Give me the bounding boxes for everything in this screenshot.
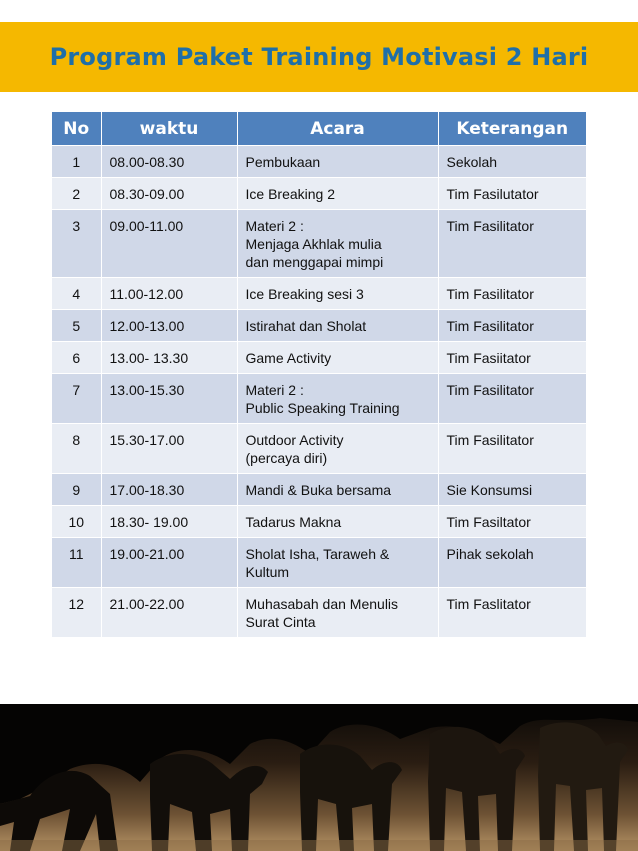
cell-acara: Sholat Isha, Taraweh & Kultum	[237, 538, 438, 588]
cell-keterangan: Tim Fasilitator	[438, 210, 586, 278]
cell-no: 12	[52, 588, 101, 638]
cell-keterangan: Pihak sekolah	[438, 538, 586, 588]
cell-no: 9	[52, 474, 101, 506]
cell-acara: Mandi & Buka bersama	[237, 474, 438, 506]
table-row	[52, 178, 586, 210]
header-keterangan: Keterangan	[438, 112, 586, 146]
cell-waktu: 19.00-21.00	[101, 538, 237, 588]
table-row	[52, 538, 586, 588]
cell-no: 1	[52, 146, 101, 178]
cell-waktu: 08.30-09.00	[101, 178, 237, 210]
cell-acara: Materi 2 : Menjaga Akhlak mulia dan menggapai mimpi	[237, 210, 438, 278]
cell-acara: Materi 2 : Public Speaking Training	[237, 374, 438, 424]
cell-acara: Game Activity	[237, 342, 438, 374]
cell-acara: Tadarus Makna	[237, 506, 438, 538]
cell-no: 3	[52, 210, 101, 278]
cell-waktu: 09.00-11.00	[101, 210, 237, 278]
cell-keterangan: Sie Konsumsi	[438, 474, 586, 506]
cell-acara: Muhasabah dan Menulis Surat Cinta	[237, 588, 438, 638]
cell-waktu: 17.00-18.30	[101, 474, 237, 506]
cell-waktu: 13.00-15.30	[101, 374, 237, 424]
cell-no: 8	[52, 424, 101, 474]
cell-keterangan: Tim Fasilitator	[438, 278, 586, 310]
camel-silhouette-graphic	[0, 704, 638, 851]
schedule-table	[52, 112, 586, 637]
header-acara: Acara	[237, 112, 438, 146]
cell-waktu: 18.30- 19.00	[101, 506, 237, 538]
cell-no: 6	[52, 342, 101, 374]
header-waktu: waktu	[101, 112, 237, 146]
table-row	[52, 278, 586, 310]
cell-acara: Ice Breaking 2	[237, 178, 438, 210]
cell-acara: Outdoor Activity (percaya diri)	[237, 424, 438, 474]
cell-keterangan: Tim Fasilitator	[438, 374, 586, 424]
page-title: Program Paket Training Motivasi 2 Hari	[49, 43, 589, 71]
cell-keterangan: Sekolah	[438, 146, 586, 178]
cell-no: 11	[52, 538, 101, 588]
table-row	[52, 342, 586, 374]
table-row	[52, 210, 586, 278]
cell-keterangan: Tim Fasilutator	[438, 178, 586, 210]
cell-acara: Ice Breaking sesi 3	[237, 278, 438, 310]
cell-waktu: 13.00- 13.30	[101, 342, 237, 374]
table-row	[52, 588, 586, 638]
cell-keterangan: Tim Faslitator	[438, 588, 586, 638]
table-row	[52, 146, 586, 178]
cell-keterangan: Tim Fasiltator	[438, 506, 586, 538]
cell-no: 5	[52, 310, 101, 342]
table-row	[52, 506, 586, 538]
cell-waktu: 11.00-12.00	[101, 278, 237, 310]
table-row	[52, 374, 586, 424]
table-row	[52, 424, 586, 474]
table-row	[52, 310, 586, 342]
table-body	[52, 146, 586, 638]
header-no: No	[52, 112, 101, 146]
cell-waktu: 12.00-13.00	[101, 310, 237, 342]
table-header-row	[52, 112, 586, 146]
cell-waktu: 08.00-08.30	[101, 146, 237, 178]
cell-acara: Istirahat dan Sholat	[237, 310, 438, 342]
cell-no: 7	[52, 374, 101, 424]
cell-keterangan: Tim Fasiitator	[438, 342, 586, 374]
cell-no: 10	[52, 506, 101, 538]
cell-no: 2	[52, 178, 101, 210]
cell-no: 4	[52, 278, 101, 310]
cell-waktu: 15.30-17.00	[101, 424, 237, 474]
cell-acara: Pembukaan	[237, 146, 438, 178]
cell-keterangan: Tim Fasilitator	[438, 310, 586, 342]
camel-silhouette-photo	[0, 704, 638, 851]
cell-keterangan: Tim Fasilitator	[438, 424, 586, 474]
table-row	[52, 474, 586, 506]
cell-waktu: 21.00-22.00	[101, 588, 237, 638]
